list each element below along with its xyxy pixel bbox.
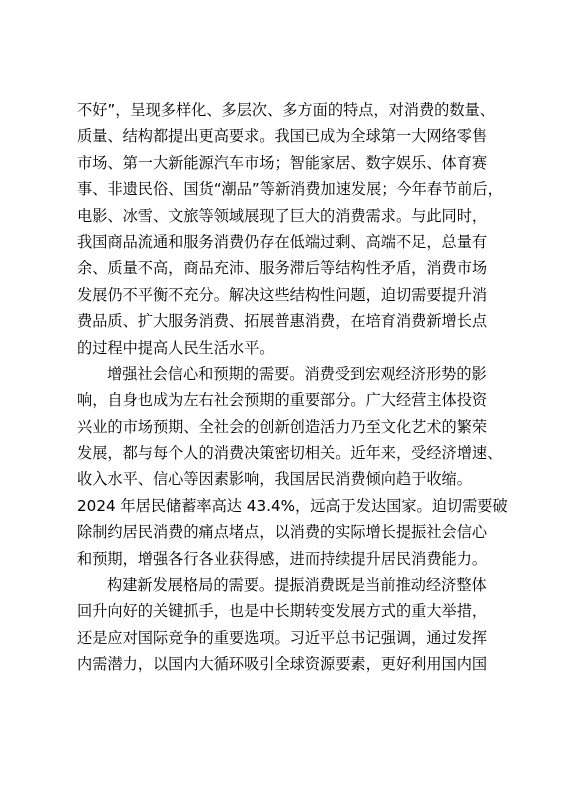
text-line: 的过程中提高人民生活水平。 [77,338,275,357]
text-line: 内需潜力，以国内大循环吸引全球资源要素，更好利用国内国 [77,655,488,674]
article-body [77,97,508,678]
text-line: 发展仍不平衡不充分。解决这些结构性问题，迫切需要提升消 [77,285,488,304]
text-line: 事、非遗民俗、国货“潮品”等新消费加速发展；今年春节前后， [77,180,503,199]
text-line: 收入水平、信心等因素影响，我国居民消费倾向趋于收缩。 [77,470,472,489]
text-line: 2024 年居民储蓄率高达 43.4%，远高于发达国家。迫切需要破 [77,496,508,515]
text-line: 响，自身也成为左右社会预期的重要部分。广大经营主体投资 [77,391,488,410]
text-line: 我国商品流通和服务消费仍存在低端过剩、高端不足，总量有 [77,232,488,251]
text-line: 质量、结构都提出更高要求。我国已成为全球第一大网络零售 [77,127,488,146]
text-line: 回升向好的关键抓手，也是中长期转变发展方式的重大举措， [77,602,488,621]
text-line: 构建新发展格局的需要。提振消费既是当前推动经济整体 [107,576,487,595]
text-line: 电影、冰雪、文旅等领域展现了巨大的消费需求。与此同时， [77,206,488,225]
text-line: 市场、第一大新能源汽车市场；智能家居、数字娱乐、体育赛 [77,153,488,172]
paragraph-development-pattern [77,572,497,678]
text-line: 兴业的市场预期、全社会的创新创造活力乃至文化艺术的繁荣 [77,417,488,436]
text-line: 还是应对国际竞争的重要选项。习近平总书记强调，通过发挥 [77,628,488,647]
text-line: 发展，都与每个人的消费决策密切相关。近年来，受经济增速、 [77,444,503,463]
text-line: 不好”，呈现多样化、多层次、多方面的特点，对消费的数量、 [77,101,495,119]
text-line: 增强社会信心和预期的需要。消费受到宏观经济形势的影 [107,364,487,383]
text-line: 除制约居民消费的痛点堵点，以消费的实际增长提振社会信心 [77,523,488,542]
text-line: 费品质、扩大服务消费、拓展普惠消费，在培育消费新增长点 [77,312,488,331]
paragraph-social-confidence [77,361,508,572]
paragraph-consumption-structure [77,97,503,361]
text-line: 余、质量不高，商品充沛、服务滞后等结构性矛盾，消费市场 [77,259,488,278]
text-line: 和预期，增强各行各业获得感，进而持续提升居民消费能力。 [77,549,488,568]
